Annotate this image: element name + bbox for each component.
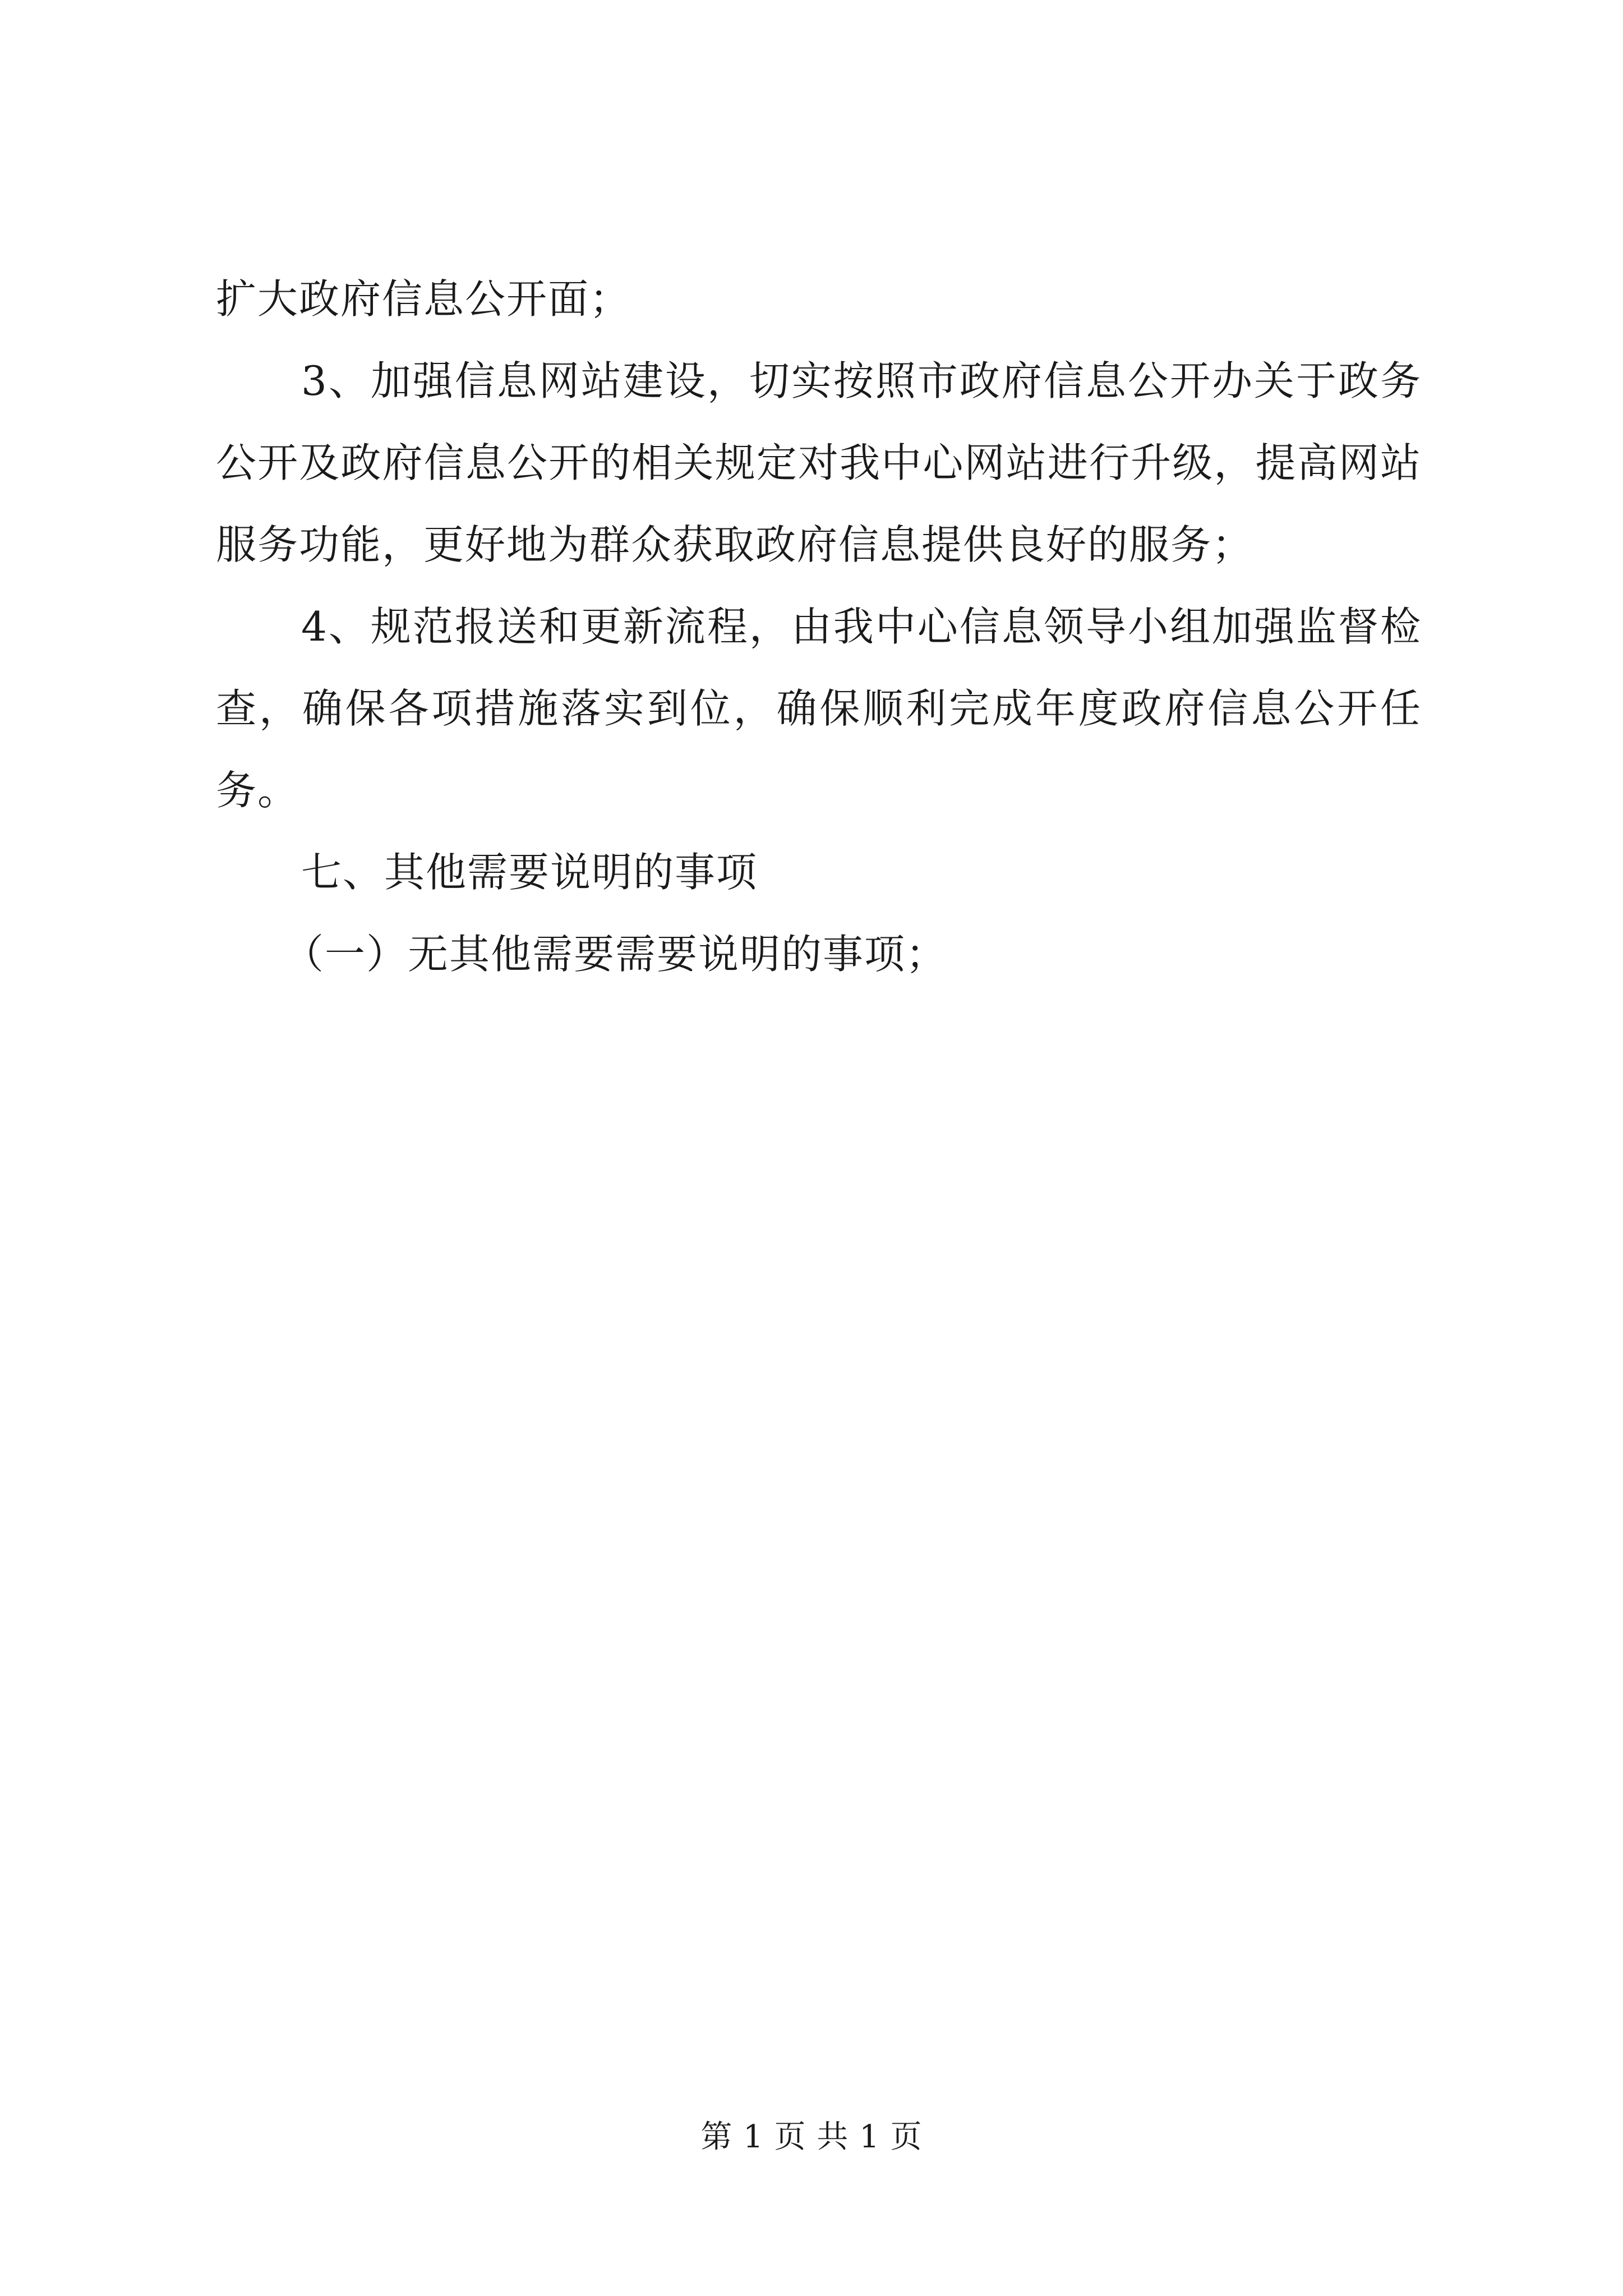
paragraph-item-3: 3、加强信息网站建设，切实按照市政府信息公开办关于政务公开及政府信息公开的相关规定对我中心网站进行升级，提高网站服务功能，更好地为群众获取政府信息提供良好的服务； xyxy=(216,357,1422,568)
paragraph-sub-item-1: （一）无其他需要需要说明的事项； xyxy=(283,931,948,978)
document-body xyxy=(216,258,1422,995)
paragraph-continuation: 扩大政府信息公开面； xyxy=(216,275,631,323)
page-footer xyxy=(0,2115,1623,2160)
paragraph-item-4: 4、规范报送和更新流程，由我中心信息领导小组加强监督检查，确保各项措施落实到位，确保顺利完成年度政府信息公开任务。 xyxy=(216,603,1422,814)
page-number-label: 第 1 页 共 1 页 xyxy=(700,2119,923,2155)
section-heading-seven: 七、其他需要说明的事项 xyxy=(301,849,758,896)
